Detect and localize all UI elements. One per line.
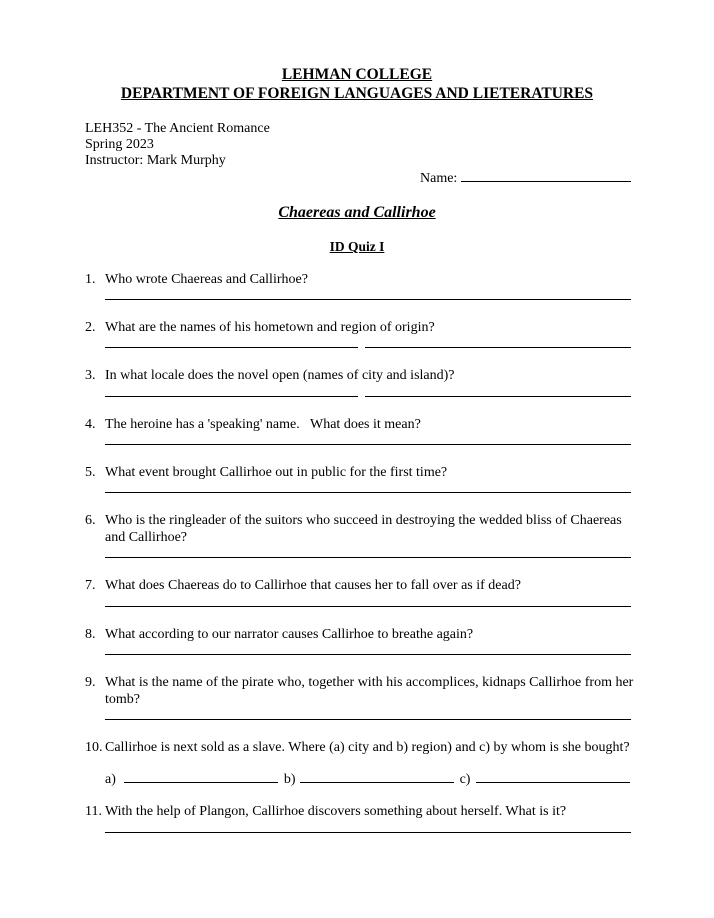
question-text: Who wrote Chaereas and Callirhoe? xyxy=(105,272,308,287)
course-code: LEH352 - The Ancient Romance xyxy=(85,121,270,136)
question-text: What are the names of his hometown and region of origin? xyxy=(105,320,435,335)
question-text: The heroine has a 'speaking' name. What does it mean? xyxy=(105,417,421,432)
question-number: 4. xyxy=(85,417,96,432)
question-number: 8. xyxy=(85,627,96,642)
answer-label-b: b) xyxy=(283,772,296,787)
answer-line-8[interactable] xyxy=(105,654,631,655)
question-number: 10. xyxy=(85,740,103,755)
quiz-title: ID Quiz I xyxy=(329,239,385,254)
question-number: 3. xyxy=(85,368,96,383)
question-text: What is the name of the pirate who, together with his accomplices, kidnaps Callirhoe from her tomb? xyxy=(105,675,634,707)
question-text: With the help of Plangon, Callirhoe discovers something about herself. What is it? xyxy=(105,804,567,819)
answer-abc-row xyxy=(105,772,630,788)
answer-blank-b[interactable] xyxy=(300,782,454,783)
question-number: 11. xyxy=(85,804,102,819)
question-text: What according to our narrator causes Callirhoe to breathe again? xyxy=(105,627,474,642)
answer-line-5[interactable] xyxy=(105,492,631,493)
name-label: Name: xyxy=(420,171,458,186)
question-number: 6. xyxy=(85,513,96,528)
answer-line-2a[interactable] xyxy=(105,347,358,348)
question-text: Callirhoe is next sold as a slave. Where (a) city and b) region) and c) by whom is she bought? xyxy=(105,740,630,755)
name-blank[interactable] xyxy=(461,169,631,182)
answer-label-c: c) xyxy=(459,772,471,787)
answer-line-11[interactable] xyxy=(105,832,631,833)
answer-blank-a[interactable] xyxy=(124,782,278,783)
question-text: In what locale does the novel open (names of city and island)? xyxy=(105,368,455,383)
question-number: 1. xyxy=(85,272,96,287)
college-heading: LEHMAN COLLEGE xyxy=(281,66,433,83)
answer-line-2b[interactable] xyxy=(365,347,631,348)
course-instructor: Instructor: Mark Murphy xyxy=(85,153,226,168)
question-number: 2. xyxy=(85,320,96,335)
work-title: Chaereas and Callirhoe xyxy=(278,204,436,221)
question-number: 5. xyxy=(85,465,96,480)
answer-line-6[interactable] xyxy=(105,557,631,558)
question-text: What event brought Callirhoe out in public for the first time? xyxy=(105,465,448,480)
question-number: 7. xyxy=(85,578,96,593)
question-number: 9. xyxy=(85,675,96,690)
question-text: Who is the ringleader of the suitors who succeed in destroying the wedded bliss of Chaereas and Callirhoe? xyxy=(105,513,622,545)
answer-line-4[interactable] xyxy=(105,444,631,445)
answer-line-3a[interactable] xyxy=(105,396,358,397)
department-heading: DEPARTMENT OF FOREIGN LANGUAGES AND LIETERATURES xyxy=(120,85,594,102)
answer-line-7[interactable] xyxy=(105,606,631,607)
answer-label-a: a) xyxy=(105,772,116,787)
course-term: Spring 2023 xyxy=(85,137,154,152)
answer-line-1[interactable] xyxy=(105,299,631,300)
answer-line-9[interactable] xyxy=(105,719,631,720)
question-text: What does Chaereas do to Callirhoe that causes her to fall over as if dead? xyxy=(105,578,521,593)
name-field[interactable] xyxy=(420,169,631,187)
answer-blank-c[interactable] xyxy=(476,782,630,783)
answer-line-3b[interactable] xyxy=(365,396,631,397)
